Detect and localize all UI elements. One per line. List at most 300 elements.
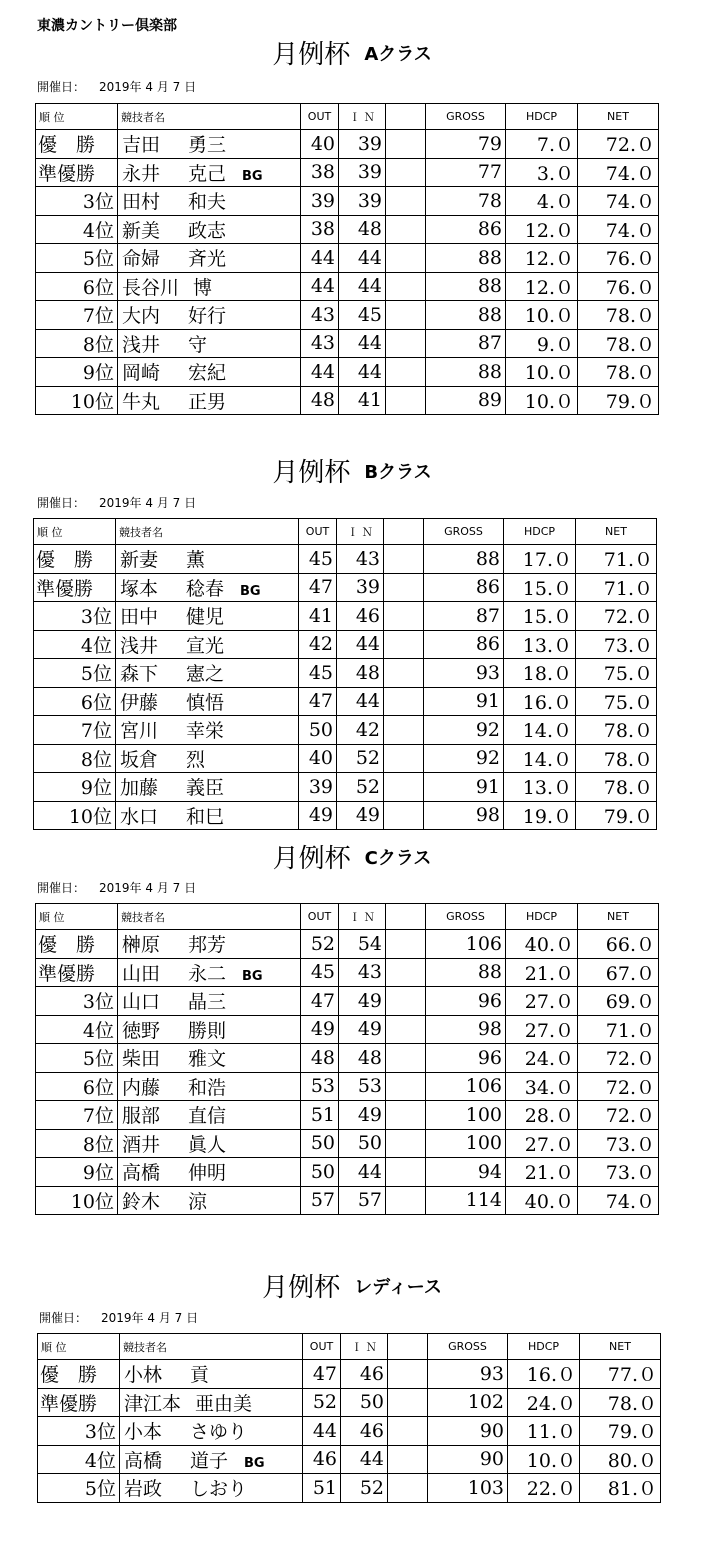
- family-name: 服部: [122, 1105, 161, 1128]
- rank-cell: 準優勝: [38, 1388, 120, 1417]
- given-name: しおり: [190, 1478, 248, 1501]
- gross-cell: 79: [426, 130, 506, 159]
- date-value: 2019年 4 月 7 日: [99, 80, 197, 94]
- blank-cell: [386, 1015, 426, 1044]
- rank-cell: 5位: [36, 1044, 118, 1073]
- net-cell: 71.０: [576, 545, 657, 574]
- given-name: 宣光: [186, 634, 225, 657]
- gross-cell: 100: [426, 1129, 506, 1158]
- table-row: [36, 1129, 659, 1158]
- out-cell: 43: [301, 329, 339, 358]
- given-name: 博: [193, 276, 213, 299]
- section-title: [0, 1267, 704, 1304]
- header-gross: GROSS: [424, 519, 504, 545]
- family-name: 水口: [120, 805, 159, 828]
- given-name: 守: [188, 333, 208, 356]
- out-cell: 50: [301, 1129, 339, 1158]
- blank-cell: [386, 930, 426, 959]
- gross-cell: 90: [428, 1445, 508, 1474]
- hdcp-cell: 10.０: [506, 386, 578, 415]
- player-name-cell: [118, 1101, 301, 1130]
- header-name: 競技者名: [118, 904, 301, 930]
- blank-cell: [386, 272, 426, 301]
- out-cell: 44: [303, 1417, 341, 1446]
- family-name: 新妻: [120, 549, 159, 572]
- results-table: [37, 1333, 661, 1503]
- header-hdcp: HDCP: [508, 1334, 580, 1360]
- rank-cell: 3位: [36, 187, 118, 216]
- blank-cell: [384, 573, 424, 602]
- out-cell: 57: [301, 1186, 339, 1215]
- rank-cell: 4位: [36, 215, 118, 244]
- in-cell: 49: [339, 987, 386, 1016]
- net-cell: 79.０: [576, 801, 657, 830]
- family-name: 内藤: [122, 1076, 161, 1099]
- net-cell: 78.０: [576, 744, 657, 773]
- blank-cell: [386, 987, 426, 1016]
- event-date: [37, 78, 196, 95]
- out-cell: 41: [299, 602, 337, 631]
- out-cell: 52: [303, 1388, 341, 1417]
- class-label: Aクラス: [364, 43, 432, 65]
- given-name: 道子: [190, 1449, 229, 1472]
- player-name-cell: [116, 659, 299, 688]
- in-cell: 44: [339, 1158, 386, 1187]
- header-gross: GROSS: [426, 904, 506, 930]
- header-blank: [386, 904, 426, 930]
- hdcp-cell: 40.０: [506, 1186, 578, 1215]
- header-blank: [388, 1334, 428, 1360]
- net-cell: 71.０: [578, 1015, 659, 1044]
- given-name: 宏紀: [188, 362, 227, 385]
- net-cell: 73.０: [578, 1129, 659, 1158]
- net-cell: 72.０: [578, 1044, 659, 1073]
- blank-cell: [384, 744, 424, 773]
- hdcp-cell: 4.０: [506, 187, 578, 216]
- in-cell: 52: [341, 1474, 388, 1503]
- player-name-cell: [118, 1129, 301, 1158]
- rank-cell: 7位: [36, 1101, 118, 1130]
- in-cell: 49: [339, 1101, 386, 1130]
- header-in: Ｉ Ｎ: [341, 1334, 388, 1360]
- player-name-cell: [118, 1044, 301, 1073]
- player-name-cell: [118, 301, 301, 330]
- table-row: [34, 744, 657, 773]
- hdcp-cell: 27.０: [506, 987, 578, 1016]
- net-cell: 79.０: [578, 386, 659, 415]
- out-cell: 38: [301, 215, 339, 244]
- in-cell: 44: [339, 272, 386, 301]
- given-name: 烈: [186, 748, 206, 771]
- net-cell: 78.０: [580, 1388, 661, 1417]
- out-cell: 45: [299, 545, 337, 574]
- given-name: 貢: [190, 1364, 210, 1387]
- hdcp-cell: 3.０: [506, 158, 578, 187]
- blank-cell: [384, 545, 424, 574]
- table-row: [36, 386, 659, 415]
- table-row: [36, 215, 659, 244]
- given-name: 義臣: [186, 777, 225, 800]
- event-date: [37, 494, 196, 511]
- rank-cell: 4位: [36, 1015, 118, 1044]
- out-cell: 49: [299, 801, 337, 830]
- out-cell: 47: [299, 687, 337, 716]
- gross-cell: 91: [424, 687, 504, 716]
- family-name: 高橋: [124, 1449, 163, 1472]
- header-out: OUT: [301, 904, 339, 930]
- out-cell: 45: [299, 659, 337, 688]
- header-in: Ｉ Ｎ: [337, 519, 384, 545]
- table-row: [38, 1388, 661, 1417]
- in-cell: 39: [339, 130, 386, 159]
- event-date: [39, 1309, 198, 1326]
- blank-cell: [386, 301, 426, 330]
- in-cell: 44: [339, 244, 386, 273]
- class-label: レディース: [354, 1276, 442, 1298]
- hdcp-cell: 21.０: [506, 958, 578, 987]
- player-name-cell: [118, 987, 301, 1016]
- given-name: 克己: [188, 162, 227, 185]
- given-name: 雅文: [188, 1048, 227, 1071]
- hdcp-cell: 13.０: [504, 630, 576, 659]
- gross-cell: 96: [426, 1044, 506, 1073]
- cup-title: 月例杯: [272, 458, 351, 488]
- player-name-cell: [116, 801, 299, 830]
- in-cell: 39: [337, 573, 384, 602]
- family-name: 榊原: [122, 934, 161, 957]
- out-cell: 44: [301, 244, 339, 273]
- rank-cell: 準優勝: [34, 573, 116, 602]
- table-row: [36, 1186, 659, 1215]
- rank-cell: 5位: [38, 1474, 120, 1503]
- blank-cell: [386, 158, 426, 187]
- table-row: [36, 930, 659, 959]
- player-name-cell: [116, 716, 299, 745]
- hdcp-cell: 24.０: [506, 1044, 578, 1073]
- hdcp-cell: 15.０: [504, 602, 576, 631]
- table-row: [36, 1101, 659, 1130]
- cup-title: 月例杯: [262, 1273, 341, 1303]
- player-name-cell: [118, 244, 301, 273]
- date-value: 2019年 4 月 7 日: [101, 1311, 199, 1325]
- gross-cell: 88: [426, 272, 506, 301]
- bg-badge: BG: [242, 968, 263, 984]
- blank-cell: [388, 1445, 428, 1474]
- hdcp-cell: 16.０: [504, 687, 576, 716]
- player-name-cell: [120, 1445, 303, 1474]
- family-name: 長谷川: [122, 276, 180, 299]
- family-name: 大内: [122, 305, 161, 328]
- in-cell: 57: [339, 1186, 386, 1215]
- header-name: 競技者名: [116, 519, 299, 545]
- net-cell: 75.０: [576, 659, 657, 688]
- net-cell: 72.０: [578, 1101, 659, 1130]
- header-in: Ｉ Ｎ: [339, 904, 386, 930]
- in-cell: 50: [339, 1129, 386, 1158]
- net-cell: 71.０: [576, 573, 657, 602]
- rank-cell: 7位: [36, 301, 118, 330]
- blank-cell: [386, 1129, 426, 1158]
- rank-cell: 9位: [36, 1158, 118, 1187]
- blank-cell: [388, 1417, 428, 1446]
- player-name-cell: [116, 545, 299, 574]
- header-gross: GROSS: [428, 1334, 508, 1360]
- gross-cell: 88: [426, 244, 506, 273]
- player-name-cell: [118, 930, 301, 959]
- net-cell: 78.０: [578, 358, 659, 387]
- out-cell: 51: [303, 1474, 341, 1503]
- blank-cell: [386, 1158, 426, 1187]
- date-label: 開催日：: [37, 881, 86, 895]
- player-name-cell: [118, 329, 301, 358]
- family-name: 山口: [122, 991, 161, 1014]
- net-cell: 72.０: [576, 602, 657, 631]
- hdcp-cell: 40.０: [506, 930, 578, 959]
- header-hdcp: HDCP: [504, 519, 576, 545]
- family-name: 岡崎: [122, 362, 161, 385]
- hdcp-cell: 19.０: [504, 801, 576, 830]
- gross-cell: 94: [426, 1158, 506, 1187]
- player-name-cell: [118, 187, 301, 216]
- blank-cell: [386, 1072, 426, 1101]
- header-net: NET: [578, 104, 659, 130]
- blank-cell: [384, 630, 424, 659]
- table-row: [38, 1360, 661, 1389]
- in-cell: 54: [339, 930, 386, 959]
- net-cell: 74.０: [578, 215, 659, 244]
- in-cell: 42: [337, 716, 384, 745]
- rank-cell: 4位: [34, 630, 116, 659]
- net-cell: 73.０: [576, 630, 657, 659]
- family-name: 坂倉: [120, 748, 159, 771]
- table-row: [34, 716, 657, 745]
- table-row: [34, 687, 657, 716]
- player-name-cell: [116, 602, 299, 631]
- gross-cell: 100: [426, 1101, 506, 1130]
- table-header-row: [36, 904, 659, 930]
- date-label: 開催日：: [37, 496, 86, 510]
- family-name: 鈴木: [122, 1190, 161, 1213]
- table-row: [36, 329, 659, 358]
- gross-cell: 78: [426, 187, 506, 216]
- given-name: 政志: [188, 219, 227, 242]
- gross-cell: 86: [424, 630, 504, 659]
- blank-cell: [386, 358, 426, 387]
- table-header-row: [34, 519, 657, 545]
- table-row: [38, 1474, 661, 1503]
- given-name: 薫: [186, 549, 206, 572]
- header-out: OUT: [299, 519, 337, 545]
- rank-cell: 8位: [34, 744, 116, 773]
- given-name: 永二: [188, 962, 227, 985]
- table-row: [36, 244, 659, 273]
- gross-cell: 86: [424, 573, 504, 602]
- out-cell: 42: [299, 630, 337, 659]
- in-cell: 41: [339, 386, 386, 415]
- table-row: [36, 1158, 659, 1187]
- given-name: 稔春: [186, 577, 225, 600]
- in-cell: 46: [341, 1360, 388, 1389]
- rank-cell: 6位: [36, 1072, 118, 1101]
- out-cell: 52: [301, 930, 339, 959]
- in-cell: 44: [337, 630, 384, 659]
- given-name: 邦芳: [188, 934, 227, 957]
- blank-cell: [386, 329, 426, 358]
- header-net: NET: [576, 519, 657, 545]
- out-cell: 49: [301, 1015, 339, 1044]
- net-cell: 74.０: [578, 158, 659, 187]
- header-out: OUT: [303, 1334, 341, 1360]
- out-cell: 45: [301, 958, 339, 987]
- class-label: Cクラス: [364, 847, 432, 869]
- given-name: 直信: [188, 1105, 227, 1128]
- given-name: 斉光: [188, 248, 227, 271]
- family-name: 加藤: [120, 777, 159, 800]
- date-label: 開催日：: [39, 1311, 88, 1325]
- hdcp-cell: 12.０: [506, 244, 578, 273]
- hdcp-cell: 12.０: [506, 272, 578, 301]
- in-cell: 44: [337, 687, 384, 716]
- blank-cell: [388, 1388, 428, 1417]
- hdcp-cell: 7.０: [506, 130, 578, 159]
- gross-cell: 91: [424, 773, 504, 802]
- family-name: 徳野: [122, 1019, 161, 1042]
- out-cell: 47: [301, 987, 339, 1016]
- family-name: 田中: [120, 606, 159, 629]
- gross-cell: 92: [424, 744, 504, 773]
- blank-cell: [384, 659, 424, 688]
- family-name: 柴田: [122, 1048, 161, 1071]
- cup-title: 月例杯: [272, 844, 351, 874]
- gross-cell: 87: [426, 329, 506, 358]
- header-hdcp: HDCP: [506, 104, 578, 130]
- blank-cell: [384, 687, 424, 716]
- gross-cell: 96: [426, 987, 506, 1016]
- net-cell: 74.０: [578, 1186, 659, 1215]
- gross-cell: 98: [424, 801, 504, 830]
- header-name: 競技者名: [120, 1334, 303, 1360]
- hdcp-cell: 21.０: [506, 1158, 578, 1187]
- out-cell: 43: [301, 301, 339, 330]
- blank-cell: [386, 386, 426, 415]
- header-gross: GROSS: [426, 104, 506, 130]
- table-row: [34, 602, 657, 631]
- hdcp-cell: 18.０: [504, 659, 576, 688]
- gross-cell: 106: [426, 1072, 506, 1101]
- bg-badge: BG: [240, 583, 261, 599]
- net-cell: 73.０: [578, 1158, 659, 1187]
- gross-cell: 93: [428, 1360, 508, 1389]
- blank-cell: [386, 1101, 426, 1130]
- in-cell: 52: [337, 744, 384, 773]
- out-cell: 50: [301, 1158, 339, 1187]
- out-cell: 46: [303, 1445, 341, 1474]
- out-cell: 47: [303, 1360, 341, 1389]
- gross-cell: 98: [426, 1015, 506, 1044]
- rank-cell: 8位: [36, 329, 118, 358]
- in-cell: 44: [341, 1445, 388, 1474]
- table-row: [36, 272, 659, 301]
- in-cell: 48: [339, 1044, 386, 1073]
- out-cell: 48: [301, 386, 339, 415]
- net-cell: 78.０: [578, 329, 659, 358]
- net-cell: 66.０: [578, 930, 659, 959]
- net-cell: 76.０: [578, 244, 659, 273]
- table-row: [34, 545, 657, 574]
- hdcp-cell: 17.０: [504, 545, 576, 574]
- net-cell: 81.０: [580, 1474, 661, 1503]
- blank-cell: [388, 1360, 428, 1389]
- given-name: 亜由美: [195, 1392, 253, 1415]
- family-name: 吉田: [122, 134, 161, 157]
- in-cell: 39: [339, 187, 386, 216]
- in-cell: 53: [339, 1072, 386, 1101]
- given-name: さゆり: [190, 1421, 248, 1444]
- date-value: 2019年 4 月 7 日: [99, 496, 197, 510]
- net-cell: 72.０: [578, 130, 659, 159]
- blank-cell: [386, 130, 426, 159]
- table-row: [36, 358, 659, 387]
- gross-cell: 88: [426, 358, 506, 387]
- cup-title: 月例杯: [272, 40, 351, 70]
- net-cell: 67.０: [578, 958, 659, 987]
- family-name: 新美: [122, 219, 161, 242]
- header-net: NET: [580, 1334, 661, 1360]
- table-row: [36, 301, 659, 330]
- table-row: [36, 1015, 659, 1044]
- net-cell: 78.０: [576, 716, 657, 745]
- hdcp-cell: 24.０: [508, 1388, 580, 1417]
- table-row: [34, 773, 657, 802]
- player-name-cell: [118, 130, 301, 159]
- family-name: 森下: [120, 663, 159, 686]
- net-cell: 79.０: [580, 1417, 661, 1446]
- family-name: 命婦: [122, 248, 161, 271]
- table-row: [36, 1072, 659, 1101]
- table-header-row: [36, 104, 659, 130]
- header-in: Ｉ Ｎ: [339, 104, 386, 130]
- rank-cell: 10位: [36, 1186, 118, 1215]
- out-cell: 40: [299, 744, 337, 773]
- player-name-cell: [118, 358, 301, 387]
- given-name: 和夫: [188, 191, 227, 214]
- gross-cell: 89: [426, 386, 506, 415]
- hdcp-cell: 10.０: [508, 1445, 580, 1474]
- blank-cell: [388, 1474, 428, 1503]
- out-cell: 39: [301, 187, 339, 216]
- family-name: 伊藤: [120, 691, 159, 714]
- net-cell: 80.０: [580, 1445, 661, 1474]
- section-title: [0, 34, 704, 71]
- results-table: [35, 103, 659, 415]
- net-cell: 76.０: [578, 272, 659, 301]
- hdcp-cell: 10.０: [506, 301, 578, 330]
- hdcp-cell: 22.０: [508, 1474, 580, 1503]
- out-cell: 53: [301, 1072, 339, 1101]
- header-rank: 順 位: [38, 1334, 120, 1360]
- player-name-cell: [118, 1015, 301, 1044]
- gross-cell: 88: [424, 545, 504, 574]
- table-row: [34, 801, 657, 830]
- header-rank: 順 位: [36, 904, 118, 930]
- gross-cell: 106: [426, 930, 506, 959]
- rank-cell: 10位: [36, 386, 118, 415]
- player-name-cell: [120, 1360, 303, 1389]
- player-name-cell: [118, 215, 301, 244]
- bg-badge: BG: [242, 168, 263, 184]
- in-cell: 46: [337, 602, 384, 631]
- in-cell: 43: [339, 958, 386, 987]
